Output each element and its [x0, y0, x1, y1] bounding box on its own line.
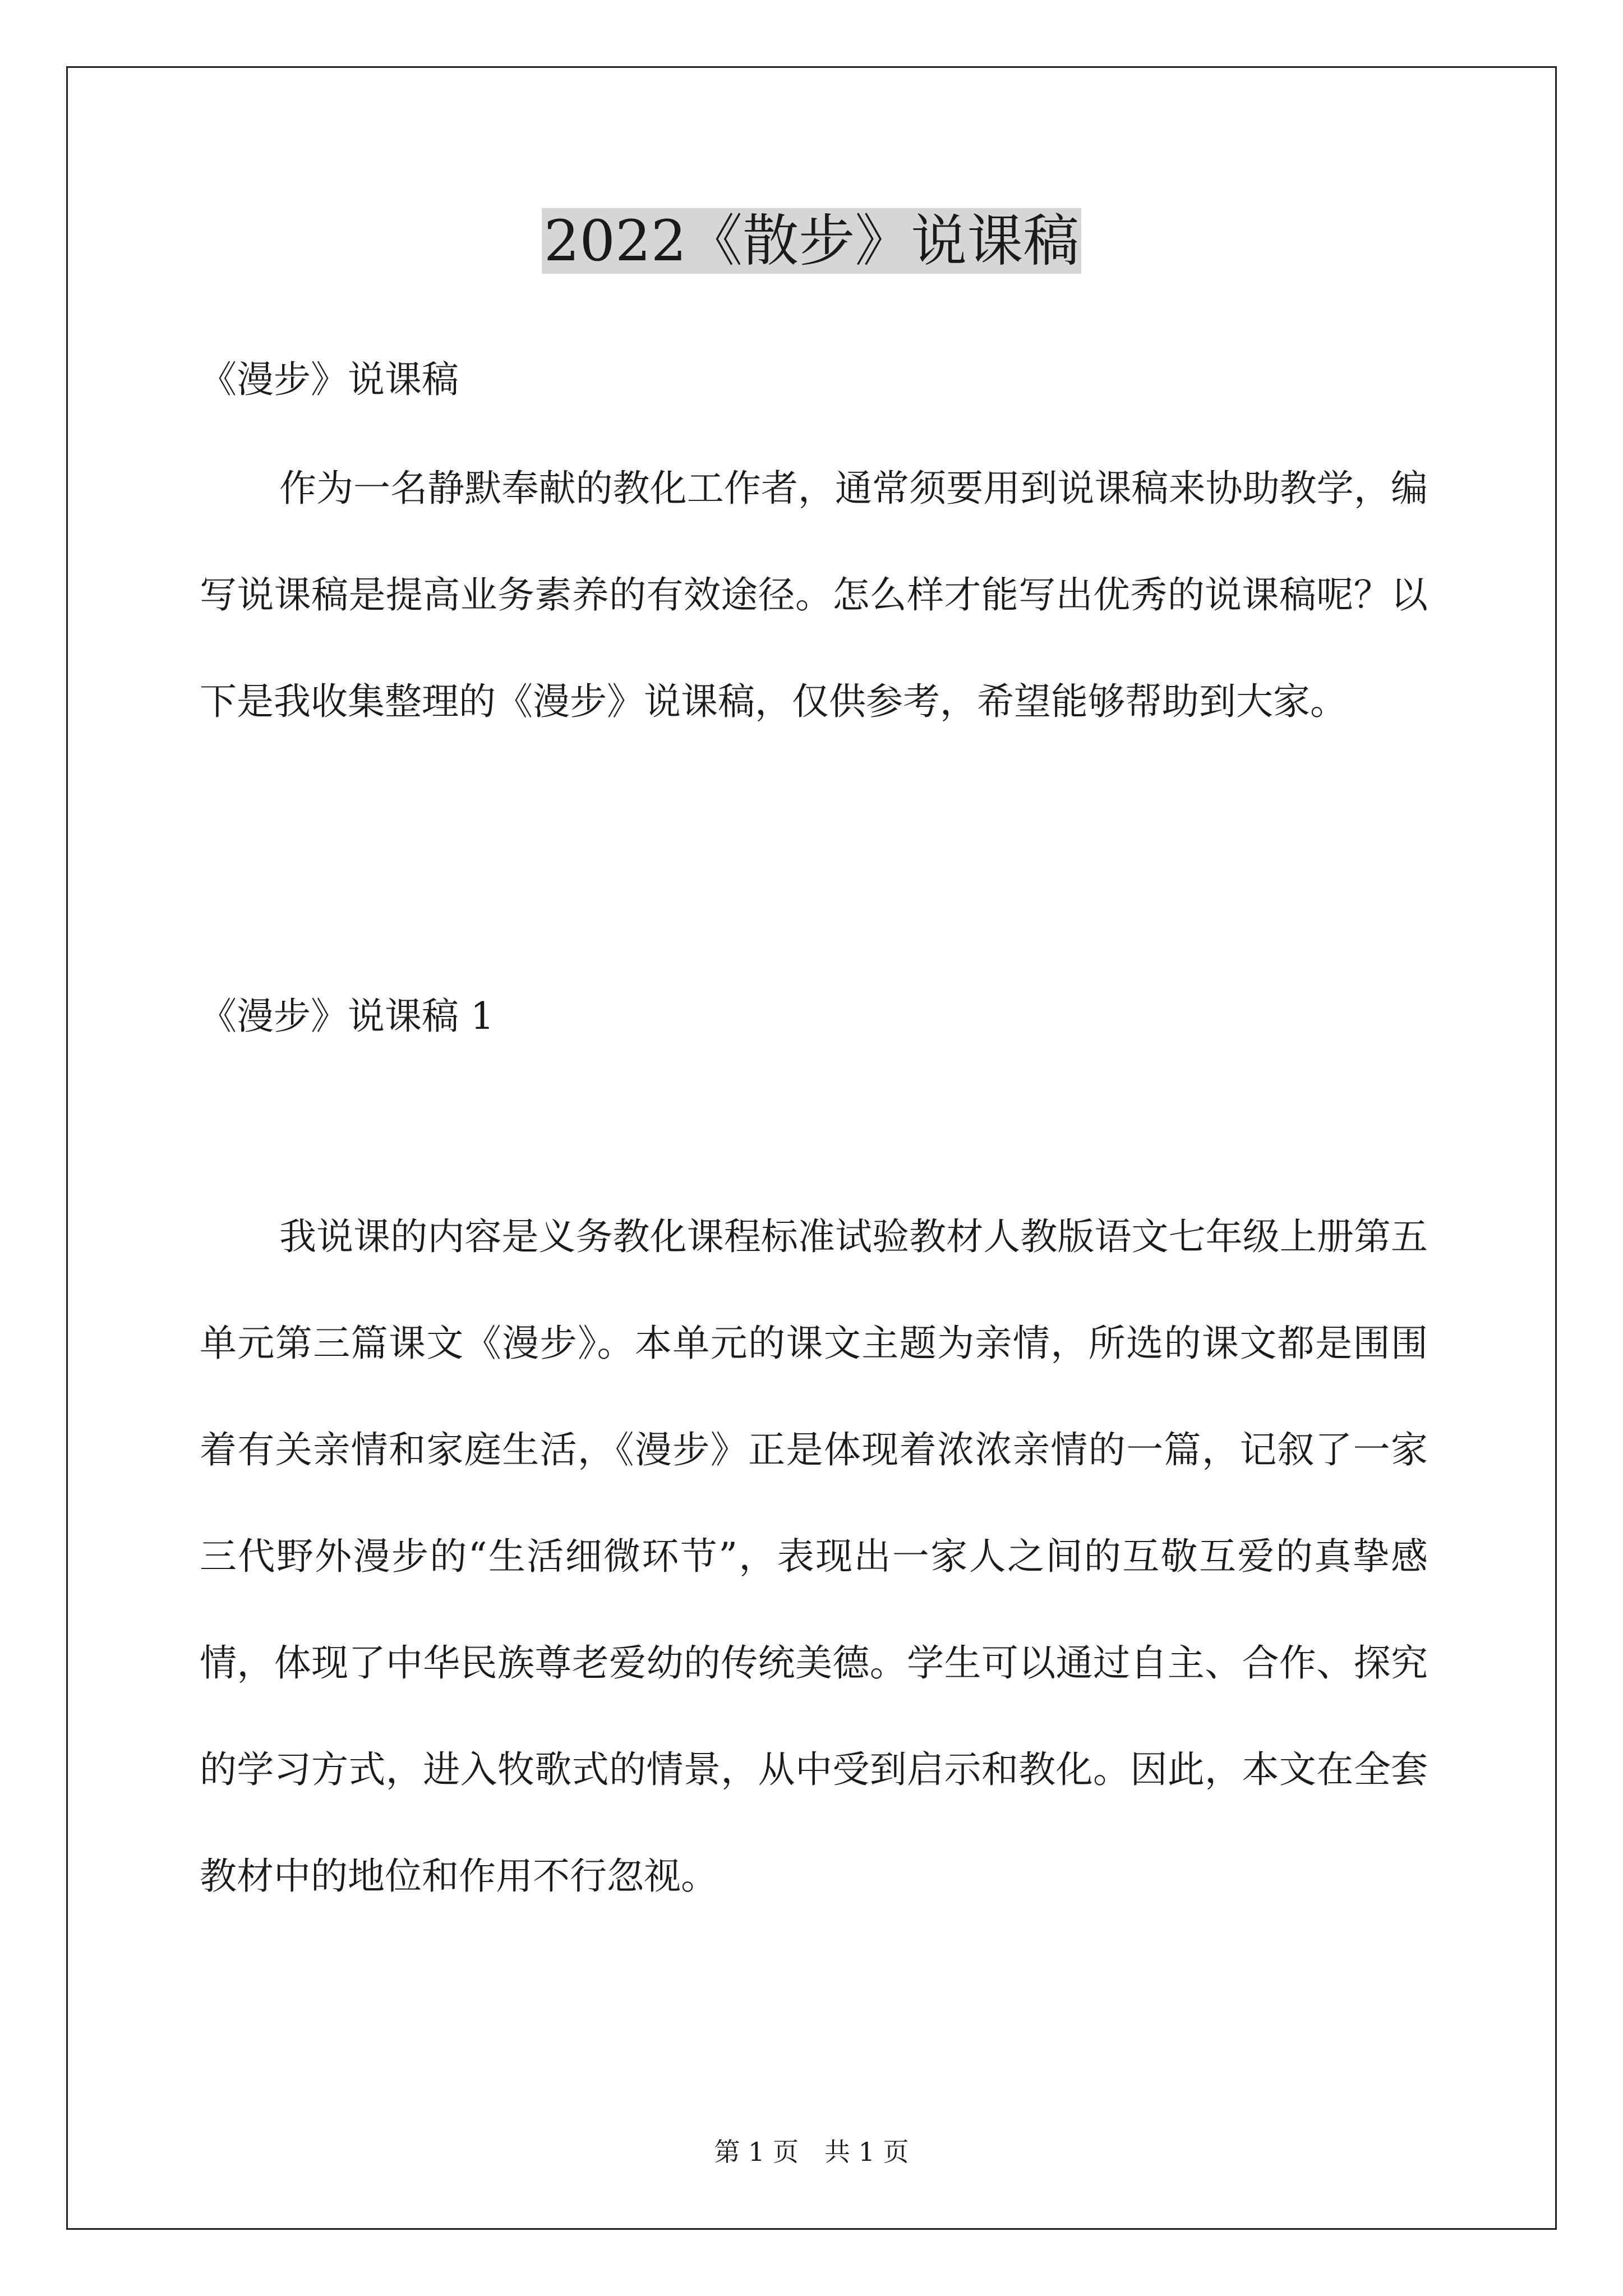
intro-paragraph: 作为一名静默奉献的教化工作者，通常须要用到说课稿来协助教学，编写说课稿是提高业务素养的有效途径。怎么样才能写出优秀的说课稿呢？以下是我收集整理的《漫步》说课稿，仅供参考，希望能够帮助到大家。 — [200, 467, 1428, 723]
body-paragraph: 我说课的内容是义务教化课程标准试验教材人教版语文七年级上册第五单元第三篇课文《漫步》。本单元的课文主题为亲情，所选的课文都是围围着有关亲情和家庭生活，《漫步》正是体现着浓浓亲情的一篇，记叙了一家三代野外漫步的“生活细微环节”，表现出一家人之间的互敬互爱的真挚感情，体现了中华民族尊老爱幼的传统美德。学生可以通过自主、合作、探究的学习方式，进入牧歌式的情景，从中受到启示和教化。因此，本文在全套教材中的地位和作用不行忽视。 — [200, 1215, 1428, 1898]
document-title — [0, 202, 1623, 280]
section-heading-1: 《漫步》说课稿 1 — [200, 995, 494, 1038]
section-heading-intro: 《漫步》说课稿 — [200, 358, 459, 401]
document-title-text: 2022《散步》说课稿 — [542, 208, 1082, 274]
page-footer: 第 1 页 共 1 页 — [714, 2137, 909, 2167]
